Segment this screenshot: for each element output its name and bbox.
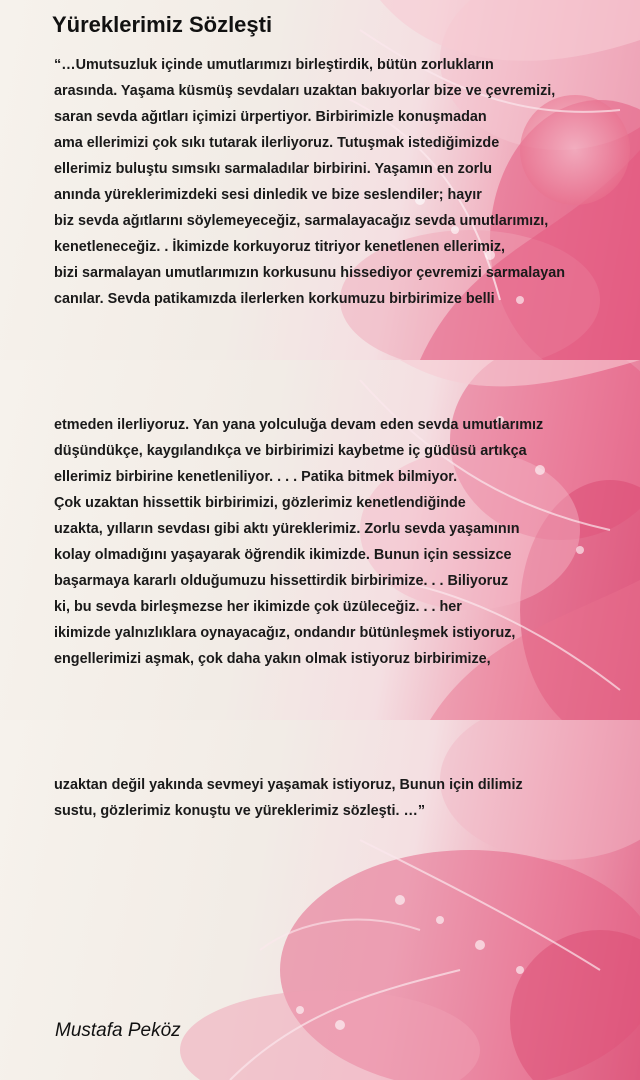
poem-line: ikimizde yalnızlıklara oynayacağız, ondandır bütünleşmek istiyoruz, [54, 625, 516, 641]
poem-line: “…Umutsuzluk içinde umutlarımızı birleştirdik, bütün zorlukların [54, 57, 494, 73]
poem-line: etmeden ilerliyoruz. Yan yana yolculuğa devam eden sevda umutlarımız [54, 417, 544, 433]
poem-line: kolay olmadığını yaşayarak öğrendik ikimizde. Bunun için sessizce [54, 547, 512, 563]
poem-line: anında yüreklerimizdeki sesi dinledik ve bize seslendiler; hayır [54, 187, 482, 203]
poem-line: kenetleneceğiz. . İkimizde korkuyoruz titriyor kenetlenen ellerimiz, [54, 239, 506, 255]
poem-stanza-3 [54, 772, 634, 824]
poem-line: uzakta, yılların sevdası gibi aktı yüreklerimiz. Zorlu sevda yaşamının [54, 521, 520, 537]
poem-author: Mustafa Peköz [55, 1020, 181, 1041]
poem-line: ellerimiz birbirine kenetleniliyor. . . . Patika bitmek bilmiyor. [54, 469, 458, 485]
poem-panel-3 [0, 720, 640, 1080]
poem-line: ki, bu sevda birleşmezse her ikimizde çok üzüleceğiz. . . her [54, 599, 462, 615]
poem-line: bizi sarmalayan umutlarımızın korkusunu hissediyor çevremizi sarmalayan [54, 265, 566, 281]
poem-stanza-2 [54, 412, 634, 672]
poem-line: ellerimiz buluştu sımsıkı sarmaladılar birbirini. Yaşamın en zorlu [54, 161, 493, 177]
poem-line: uzaktan değil yakında sevmeyi yaşamak istiyoruz, Bunun için dilimiz [54, 777, 523, 793]
poem-line: başarmaya kararlı olduğumuzu hissettirdik birbirimize. . . Biliyoruz [54, 573, 509, 589]
poem-line: engellerimizi aşmak, çok daha yakın olmak istiyoruz birbirimize, [54, 651, 491, 667]
poem-panel-1 [0, 0, 640, 360]
poem-line: canılar. Sevda patikamızda ilerlerken korkumuzu birbirimize belli [54, 291, 495, 307]
poem-line: biz sevda ağıtlarını söylemeyeceğiz, sarmalayacağız sevda umutlarımızı, [54, 213, 549, 229]
poem-line: sustu, gözlerimiz konuştu ve yüreklerimiz sözleşti. …” [54, 803, 426, 819]
poem-line: ama ellerimizi çok sıkı tutarak ilerliyoruz. Tutuşmak istediğimizde [54, 135, 500, 151]
poem-title: Yüreklerimiz Sözleşti [52, 12, 273, 37]
poem-line: Çok uzaktan hissettik birbirimizi, gözlerimiz kenetlendiğinde [54, 495, 466, 511]
poem-line: arasında. Yaşama küsmüş sevdaları uzaktan bakıyorlar bize ve çevremizi, [54, 83, 556, 99]
poem-line: düşündükçe, kaygılandıkça ve birbirimizi kaybetme iç güdüsü artıkça [54, 443, 527, 459]
poem-line: saran sevda ağıtları içimizi ürpertiyor. Birbirimizle konuşmadan [54, 109, 487, 125]
poem-stanza-1 [54, 52, 634, 312]
poem-panel-2 [0, 360, 640, 720]
